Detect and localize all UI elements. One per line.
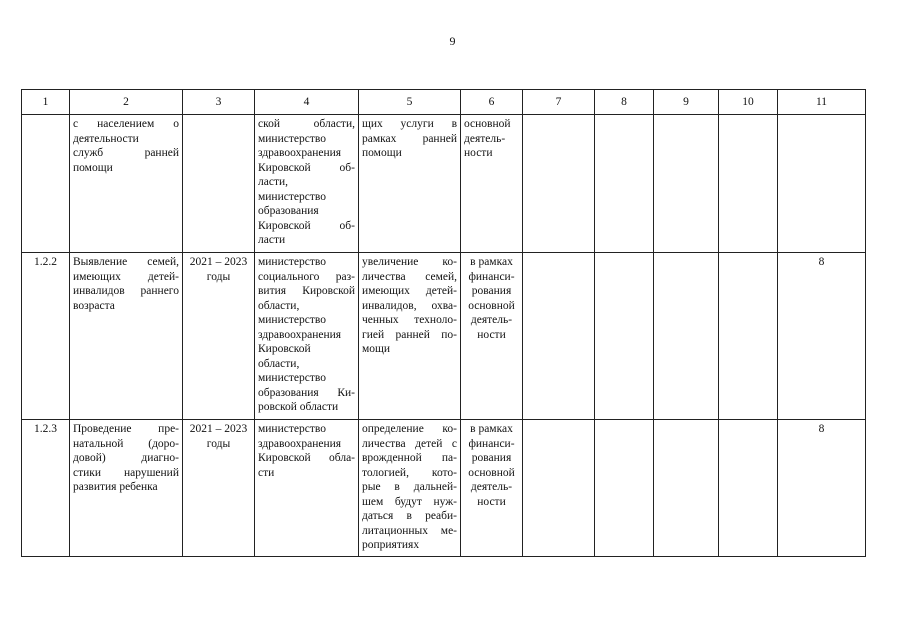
responsible: министерство здравоохранения Кировской обла- сти <box>255 420 359 557</box>
funding: в рамках финанси- рования основной деятель- ности <box>461 420 523 557</box>
funding: основной деятель- ности <box>461 115 523 253</box>
item-number: 1.2.2 <box>22 253 70 420</box>
column-header: 5 <box>359 90 461 115</box>
column-header: 6 <box>461 90 523 115</box>
column-header: 8 <box>595 90 654 115</box>
period: 2021 – 2023 годы <box>183 420 255 557</box>
table-row <box>22 253 866 420</box>
item-number: 1.2.3 <box>22 420 70 557</box>
page-number: 9 <box>449 34 456 48</box>
column-header: 1 <box>22 90 70 115</box>
period <box>183 115 255 253</box>
expected-result: щих услуги в рамках ранней помощи <box>359 115 461 253</box>
indicator-number: 8 <box>778 420 866 557</box>
expected-result: увеличение ко- личества семей, имеющих детей- инвалидов, охва- ченных техноло- гией ранней по- мощи <box>359 253 461 420</box>
table-header-row <box>22 90 866 115</box>
measure-name: Проведение пре- натальной (доро- довой) диагно- стики нарушений развития ребенка <box>70 420 183 557</box>
table-row <box>22 115 866 253</box>
column-header: 10 <box>719 90 778 115</box>
indicator-number: 8 <box>778 253 866 420</box>
measures-table <box>21 89 866 557</box>
responsible: ской области, министерство здравоохранения Кировской об- ласти, министерство образования Кировской об- ласти <box>255 115 359 253</box>
measure-name: Выявление семей, имеющих детей- инвалидов раннего возраста <box>70 253 183 420</box>
funding: в рамках финанси- рования основной деятель- ности <box>461 253 523 420</box>
indicator-number <box>778 115 866 253</box>
table-row <box>22 420 866 557</box>
column-header: 4 <box>255 90 359 115</box>
column-header: 2 <box>70 90 183 115</box>
expected-result: определение ко- личества детей с врожденной па- тологией, кото- рые в дальней- шем будут нуж- даться в реаби- литационных ме- роприятиях <box>359 420 461 557</box>
responsible: министерство социального раз- вития Кировской области, министерство здравоохранения Кировской области, министерство образования Ки- ровской области <box>255 253 359 420</box>
measure-name: с населением о деятельности служб ранней помощи <box>70 115 183 253</box>
column-header: 3 <box>183 90 255 115</box>
period: 2021 – 2023 годы <box>183 253 255 420</box>
column-header: 7 <box>523 90 595 115</box>
item-number <box>22 115 70 253</box>
column-header: 9 <box>654 90 719 115</box>
column-header: 11 <box>778 90 866 115</box>
